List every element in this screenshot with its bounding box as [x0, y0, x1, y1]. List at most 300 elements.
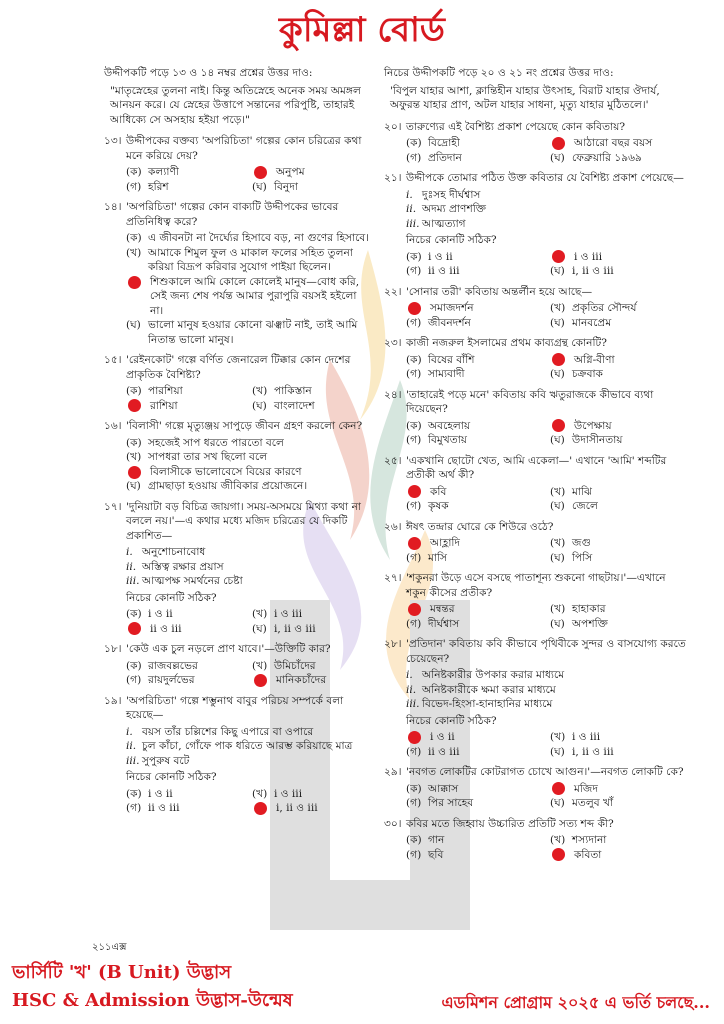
option[interactable] — [550, 536, 688, 551]
option-label: (গ) — [406, 368, 422, 380]
option[interactable] — [252, 801, 372, 816]
option-text: প্রতিদান — [428, 151, 462, 164]
option[interactable] — [550, 796, 688, 811]
option-label: (ঘ) — [252, 180, 267, 193]
answer-dot-icon — [128, 466, 141, 479]
question-number: ১৩। — [104, 135, 122, 147]
option[interactable] — [406, 499, 544, 514]
option-text: রাশিয়া — [150, 399, 178, 412]
question-stem — [104, 694, 372, 723]
option-label: (গ) — [406, 551, 422, 564]
question — [384, 571, 688, 631]
option-text: রায়দুর্লভের — [148, 674, 195, 686]
option[interactable] — [406, 796, 544, 811]
question-text: 'একখানি ছোটো খেত, আমি একেলা—' এখানে 'আমি' শব্দটির প্রতীকী অর্থ কী? — [406, 454, 667, 481]
question — [104, 642, 372, 688]
option[interactable] — [126, 399, 246, 414]
statement — [126, 574, 372, 589]
statement-text: সুপুরুষ বটে — [142, 754, 190, 767]
statement-numeral: iii. — [126, 754, 140, 767]
option-text: দীর্ঘশ্বাস — [428, 617, 460, 630]
options-grid — [406, 602, 688, 631]
option-text: মানিকচাঁদের — [276, 674, 327, 686]
question-text: 'অপরিচিতা' গল্পে শম্ভুনাথ বাবুর পরিচয় সম্পর্কে বলা হয়েছে— — [126, 694, 344, 721]
option[interactable] — [550, 485, 688, 500]
option[interactable] — [126, 246, 372, 275]
question-stem — [384, 336, 688, 351]
question — [384, 520, 688, 566]
option-label: (খ) — [252, 659, 268, 672]
option[interactable] — [406, 617, 544, 632]
passage-text: "মাতৃস্নেহের তুলনা নাই। কিন্তু অতিস্নেহে অনেক সময় অমঙ্গল আনয়ন করে। যে স্নেহের উত্তাপে সন্তানের পরিপুষ্টি, তাহারই আধিক্যে সে অসহায় হইয়া পড়ে।" — [110, 84, 361, 126]
option-text: ii ও iii — [150, 622, 182, 635]
option-text: অপশক্তি — [572, 617, 608, 630]
option-text: i ও iii — [572, 731, 601, 743]
sub-question: নিচের কোনটি সঠিক? — [406, 234, 497, 246]
option-label: (ক) — [126, 436, 142, 449]
question-number: ১৬। — [104, 420, 122, 432]
question-number: ১৫। — [104, 354, 122, 366]
question-number: ১৪। — [104, 201, 122, 213]
option-text: বিনুদা — [274, 180, 298, 193]
question-stem — [104, 200, 372, 229]
option[interactable] — [406, 419, 544, 434]
question-number: ১৭। — [104, 500, 122, 513]
option[interactable] — [550, 151, 688, 166]
option-label: (ক) — [406, 250, 422, 263]
option[interactable] — [550, 433, 688, 448]
option-text: মন্বন্তর — [430, 603, 455, 615]
option[interactable] — [550, 499, 688, 514]
option-text: ভালো মানুষ হওয়ার কোনো ঝঞ্ঝাট নাই, তাই আমি নিতান্ত ভালো মানুষ। — [148, 319, 358, 346]
option[interactable] — [126, 384, 246, 399]
option-label: (ক) — [406, 137, 422, 149]
statement — [406, 202, 688, 217]
option-text: জেলে — [572, 500, 598, 512]
right-column — [384, 66, 688, 868]
option[interactable] — [550, 353, 688, 368]
option[interactable] — [406, 353, 544, 368]
option[interactable] — [126, 622, 246, 637]
answer-dot-icon — [552, 848, 565, 861]
question-number: ৩০। — [384, 817, 402, 830]
question — [104, 419, 372, 494]
option-label: (ক) — [406, 419, 422, 432]
answer-dot-icon — [254, 674, 267, 687]
footer-line-2: HSC & Admission উদ্ভাস-উন্মেষ — [12, 990, 293, 1011]
statement-numeral: ii. — [126, 740, 137, 752]
option-text: i ও iii — [274, 608, 303, 620]
option[interactable] — [406, 367, 544, 382]
option[interactable] — [252, 622, 372, 637]
option[interactable] — [252, 399, 372, 414]
option-label: (খ) — [252, 608, 268, 620]
statement-text: আত্মত্যাগ — [422, 217, 466, 230]
option[interactable] — [550, 617, 688, 632]
option[interactable] — [252, 673, 372, 688]
passage-intro: উদ্দীপকটি পড়ে ১৩ ও ১৪ নম্বর প্রশ্নের উত্তর দাও: — [104, 67, 313, 79]
option-label: (ক) — [126, 608, 142, 620]
option-text: আঠারো বছর বয়স — [574, 137, 653, 149]
option-label: (ঘ) — [126, 319, 141, 331]
option-text: ফেব্রুয়ারি ১৯৬৯ — [572, 151, 642, 164]
statement-numeral: i. — [126, 725, 133, 738]
options-grid — [126, 607, 372, 636]
option-label: (ঘ) — [550, 551, 565, 564]
option-text: পাকিস্তান — [274, 385, 312, 397]
statement-numeral: iii. — [406, 698, 420, 710]
question — [104, 134, 372, 194]
option-label: (ঘ) — [550, 434, 565, 446]
option-text: মজিদ — [574, 782, 598, 795]
option-label: (খ) — [252, 385, 268, 397]
statement — [406, 668, 688, 683]
options-grid — [406, 536, 688, 565]
question — [384, 637, 688, 759]
question — [104, 353, 372, 413]
option-text: শস্যদানা — [572, 834, 607, 846]
option-label: (খ) — [550, 302, 566, 314]
option[interactable] — [126, 801, 246, 816]
statement — [406, 683, 688, 698]
option-text: পারশিয়া — [148, 385, 183, 397]
option-text: i ও ii — [428, 250, 453, 263]
question-stem — [104, 419, 372, 434]
option[interactable] — [406, 730, 544, 745]
statement-text: অদম্য প্রাণশক্তি — [422, 203, 487, 215]
option-text: মতলুব খাঁ — [572, 797, 614, 809]
option-label: (খ) — [126, 451, 142, 463]
option-text: অগ্নি-বীণা — [574, 353, 615, 366]
option-label: (ক) — [126, 232, 142, 244]
statement — [126, 754, 372, 769]
option-text: i, ii ও iii — [276, 802, 318, 814]
option-label: (ক) — [126, 659, 142, 672]
question-stem — [384, 120, 688, 135]
option-text: আহ্লাদি — [430, 537, 460, 549]
option-text: জগু — [572, 537, 591, 549]
option[interactable] — [406, 782, 544, 797]
option[interactable] — [550, 316, 688, 331]
option[interactable] — [550, 250, 688, 265]
statement — [406, 217, 688, 232]
option-label: (গ) — [406, 265, 422, 277]
option[interactable] — [126, 479, 372, 494]
option-label: (গ) — [126, 180, 142, 193]
option-text: হাহাকার — [572, 603, 606, 615]
option-label: (ঘ) — [550, 368, 565, 380]
question-number: ২৪। — [384, 388, 402, 401]
option[interactable] — [126, 231, 372, 246]
option-label: (খ) — [126, 246, 142, 259]
answer-dot-icon — [128, 622, 141, 635]
option[interactable] — [126, 318, 372, 347]
option-label: (ক) — [406, 782, 422, 795]
question — [384, 817, 688, 863]
statement-numeral: ii. — [126, 560, 137, 573]
passage-intro: নিচের উদ্দীপকটি পড়ে ২০ ও ২১ নং প্রশ্নের উত্তর দাও: — [384, 67, 614, 79]
option-label: (গ) — [406, 617, 422, 630]
question — [104, 694, 372, 816]
statement-text: বয়স তাঁর চল্লিশের কিছু এপারে বা ওপারে — [142, 725, 314, 738]
option[interactable] — [550, 833, 688, 848]
option[interactable] — [550, 848, 688, 863]
option[interactable] — [126, 607, 246, 622]
statement-numeral: ii. — [406, 203, 417, 215]
answer-dot-icon — [254, 166, 267, 179]
question-text: 'বিলাসী' গল্পে মৃত্যুঞ্জয় সাপুড়ে জীবন গ্রহণ করলো কেন? — [126, 420, 363, 432]
answer-dot-icon — [408, 485, 421, 498]
option[interactable] — [406, 250, 544, 265]
option[interactable] — [406, 485, 544, 500]
option[interactable] — [126, 659, 246, 674]
option-text: আমাকে শিমুল ফুল ও মাকাল ফলের সহিত তুলনা করিয়া বিদ্রূপ করিবার সুযোগ পাইয়া ছিলেন। — [148, 246, 353, 273]
options-grid — [126, 384, 372, 413]
options-grid — [126, 436, 372, 494]
question-text: 'কেউ এক চুল নড়লে প্রাণ যাবে।'—উক্তিটি কার? — [126, 643, 331, 655]
options-grid — [406, 730, 688, 759]
statement-numeral: i. — [126, 546, 133, 558]
option-text: সাপধরা তার সখ ছিলো বলে — [148, 451, 268, 463]
option[interactable] — [252, 180, 372, 195]
statement-numeral: ii. — [406, 683, 417, 696]
option[interactable] — [406, 316, 544, 331]
statement-text: আত্মপক্ষ সমর্থনের চেষ্টা — [142, 575, 243, 587]
option[interactable] — [406, 745, 544, 760]
option[interactable] — [550, 602, 688, 617]
option-text: i ও iii — [574, 250, 603, 263]
option-label: (ক) — [126, 385, 142, 397]
option-text: বিষের বাঁশি — [428, 353, 475, 366]
statement — [126, 725, 372, 740]
option-label: (গ) — [406, 745, 422, 758]
option-text: মাসি — [428, 551, 447, 564]
question-stem — [384, 171, 688, 186]
board-title: কুমিল্লা বোর্ড — [279, 10, 445, 50]
option-label: (গ) — [406, 848, 422, 861]
option[interactable] — [126, 275, 372, 319]
footer-admission-note: এডমিশন প্রোগ্রাম ২০২৫ এ ভর্তি চলছে... — [441, 993, 710, 1012]
question — [104, 500, 372, 637]
option-text: অনুপম — [276, 166, 305, 178]
question-stem — [104, 642, 372, 657]
option-text: হরিশ — [148, 180, 169, 193]
statement — [406, 697, 688, 712]
option-text: কল্যাণী — [148, 166, 179, 178]
question-text: 'রেইনকোট' গল্পে বর্ণিত জেনারেল টিক্কার কোন দেশের প্রাকৃতিক বৈশিষ্ট্য? — [126, 354, 351, 381]
option[interactable] — [406, 602, 544, 617]
answer-dot-icon — [408, 603, 421, 616]
option-text: এ জীবনটা না দৈর্ঘ্যের হিসাবে বড়, না গুণের হিসাবে। — [148, 232, 370, 244]
option[interactable] — [252, 607, 372, 622]
statement-text: অস্তিত্ব রক্ষার প্রয়াস — [142, 560, 224, 573]
option[interactable] — [252, 165, 372, 180]
options-grid — [126, 787, 372, 816]
question-number: ২৭। — [384, 572, 402, 584]
option[interactable] — [406, 536, 544, 551]
option[interactable] — [126, 450, 372, 465]
option-label: (ক) — [406, 353, 422, 366]
options-grid — [406, 419, 688, 448]
option-label: (ঘ) — [550, 745, 565, 758]
question-number: ২৮। — [384, 638, 402, 650]
question-text: 'শকুনরা উড়ে এসে বসছে পাতাশূন্য শুকনো গাছটায়।'—এখানে শকুন কীসের প্রতীক? — [406, 572, 666, 599]
option[interactable] — [126, 436, 372, 451]
option-text: বাংলাদেশ — [274, 399, 315, 412]
question-number: ২১। — [384, 172, 402, 184]
question-number: ২৬। — [384, 520, 402, 533]
option-text: অবহেলায় — [428, 419, 471, 432]
question-number: ২৩। — [384, 337, 402, 349]
statement-text: চুল কাঁচা, গোঁফে পাক ধরিতে আরম্ভ করিয়াছে মাত্র — [142, 740, 353, 752]
option[interactable] — [550, 551, 688, 566]
option-text: উমিচাঁদের — [274, 659, 316, 672]
question-text: 'সোনার তরী' কবিতায় অন্তর্লীন হয়ে আছে— — [406, 285, 593, 298]
option[interactable] — [252, 787, 372, 802]
option[interactable] — [550, 782, 688, 797]
question-number: ২৫। — [384, 454, 402, 467]
option[interactable] — [406, 151, 544, 166]
question-text: ঈষৎ তন্দ্রার ঘোরে কে শিউরে ওঠে? — [406, 520, 554, 533]
statement-numeral: i. — [406, 669, 413, 681]
question-stem — [104, 353, 372, 382]
option-label: (ঘ) — [252, 399, 267, 412]
statement-text: বিভেদ-হিংসা-হানাহানির মাধ্যমে — [422, 698, 553, 710]
left-column — [104, 66, 372, 822]
option-label: (খ) — [550, 731, 566, 743]
options-grid — [406, 485, 688, 514]
option[interactable] — [126, 180, 246, 195]
question-text: 'দুনিয়াটা বড় বিচিত্র জায়গা। সময়-অসময়ে মিথ্যা কথা না বললে নয়।'—এ কথার মধ্যে মজিদ চরিত্রের যে দিকটি প্রকাশিত— — [126, 500, 361, 542]
option[interactable] — [126, 787, 246, 802]
option-text: ii ও iii — [428, 265, 460, 277]
question-text: 'নবগত লোকটির কোটরাগত চোখে আগুন।'—নবগত লোকটি কে? — [406, 766, 684, 778]
question-text: তারুণ্যের এই বৈশিষ্ট্য প্রকাশ পেয়েছে কোন কবিতায়? — [406, 120, 626, 133]
question-text: কবির মতে জিহ্বায় উচ্চারিত প্রতিটি সত্য শব্দ কী? — [406, 817, 614, 830]
option-text: জীবনদর্শন — [428, 316, 471, 329]
option-label: (ঘ) — [550, 797, 565, 809]
question — [384, 765, 688, 811]
option-text: i ও ii — [148, 787, 173, 800]
option[interactable] — [126, 165, 246, 180]
question-text: কাজী নজরুল ইসলামের প্রথম কাব্যগ্রন্থ কোনটি? — [406, 337, 607, 349]
answer-dot-icon — [128, 399, 141, 412]
option[interactable] — [406, 136, 544, 151]
option-label: (গ) — [406, 797, 422, 809]
option-label: (ঘ) — [550, 617, 565, 630]
option-text: গ্রামছাড়া হওয়ায় জীবিকার প্রয়োজনে। — [148, 480, 308, 492]
question-number: ২২। — [384, 285, 402, 298]
question-number: ২৯। — [384, 766, 402, 778]
option-label: (গ) — [406, 434, 422, 446]
answer-dot-icon — [552, 419, 565, 432]
option[interactable] — [126, 673, 246, 688]
question-stem — [384, 388, 688, 417]
question-number: ২০। — [384, 120, 402, 133]
question — [104, 200, 372, 347]
question-stem — [384, 571, 688, 600]
passage-text: 'বিপুল যাহার আশা, ক্লান্তিহীন যাহার উৎসাহ, বিরাট যাহার ঔদার্য, অফুরন্ত যাহার প্রাণ, অটল যাহার সাধনা, মৃত্যু যাহার মুঠিতলে।' — [390, 84, 660, 111]
option-label: (ক) — [126, 787, 142, 800]
option[interactable] — [406, 301, 544, 316]
statement-numeral: iii. — [126, 575, 140, 587]
option-label: (খ) — [550, 834, 566, 846]
question-text: উদ্দীপকে তোমার পঠিত উক্ত কবিতার যে বৈশিষ্ট্য প্রকাশ পেয়েছে— — [406, 172, 684, 184]
option[interactable] — [550, 730, 688, 745]
question-stem — [384, 285, 688, 300]
option[interactable] — [406, 433, 544, 448]
statement-list — [126, 545, 372, 589]
statement-text: অনিষ্টকারীর উপকার করার মাধ্যমে — [422, 669, 565, 681]
option-text: পিসি — [572, 551, 593, 564]
statement-list — [126, 725, 372, 769]
options-grid — [406, 136, 688, 165]
statement-numeral: i. — [406, 188, 413, 201]
option[interactable] — [550, 301, 688, 316]
answer-dot-icon — [128, 276, 141, 289]
option-label: (খ) — [550, 603, 566, 615]
option[interactable] — [252, 659, 372, 674]
options-grid — [406, 833, 688, 862]
option[interactable] — [406, 264, 544, 279]
option-text: উদাসীনতায় — [572, 434, 623, 446]
option[interactable] — [406, 833, 544, 848]
option-text: কবিতা — [574, 848, 602, 861]
statement-list — [406, 668, 688, 712]
question — [384, 336, 688, 382]
option[interactable] — [550, 745, 688, 760]
option[interactable] — [550, 419, 688, 434]
option-text: পির সাহেব — [428, 797, 474, 809]
option-text: মাঝি — [572, 485, 593, 498]
option-text: প্রকৃতির সৌন্দর্য — [572, 302, 637, 314]
option-text: শিশুকালে আমি কোলে কোলেই মানুষ—বোধ করি, সেই জন্য শেষ পর্যন্ত আমার পুরাপুরি বয়সই হইলো না। — [150, 275, 360, 317]
options-grid — [126, 231, 372, 347]
option[interactable] — [550, 367, 688, 382]
option[interactable] — [550, 264, 688, 279]
question-text: 'অপরিচিতা' গল্পের কোন বাক্যটি উদ্দীপকের ভাবের প্রতিনিধিত্ব করে? — [126, 201, 339, 228]
option[interactable] — [406, 551, 544, 566]
options-grid — [406, 353, 688, 382]
option-label: (ঘ) — [126, 480, 141, 492]
options-grid — [406, 782, 688, 811]
question-stem — [384, 454, 688, 483]
question-stem — [384, 817, 688, 832]
sub-question: নিচের কোনটি সঠিক? — [406, 714, 497, 727]
option-text: মানবপ্রেম — [572, 316, 612, 329]
statement-text: অনিষ্টকারীকে ক্ষমা করার মাধ্যমে — [422, 683, 556, 696]
page-code: ২১১এক্স — [92, 942, 127, 953]
option-text: রাজবল্লভের — [148, 659, 198, 672]
options-grid — [406, 250, 688, 279]
option-label: (গ) — [406, 500, 422, 512]
option[interactable] — [550, 136, 688, 151]
option-text: বিমুখতায় — [428, 434, 468, 446]
statement — [126, 739, 372, 754]
question-text: উদ্দীপকের বক্তব্য 'অপরিচিতা' গল্পের কোন চরিত্রের কথা মনে করিয়ে দেয়? — [126, 135, 362, 162]
option[interactable] — [252, 384, 372, 399]
statement-text: অনুশোচনাবোধ — [142, 546, 206, 558]
options-grid — [126, 165, 372, 194]
option-label: (ঘ) — [550, 500, 565, 512]
statement-list — [406, 188, 688, 232]
option[interactable] — [406, 848, 544, 863]
option-label: (গ) — [126, 674, 142, 686]
option-text: i ও ii — [430, 731, 455, 743]
option[interactable] — [126, 465, 372, 480]
options-grid — [406, 301, 688, 330]
option-label: (ঘ) — [550, 316, 565, 329]
